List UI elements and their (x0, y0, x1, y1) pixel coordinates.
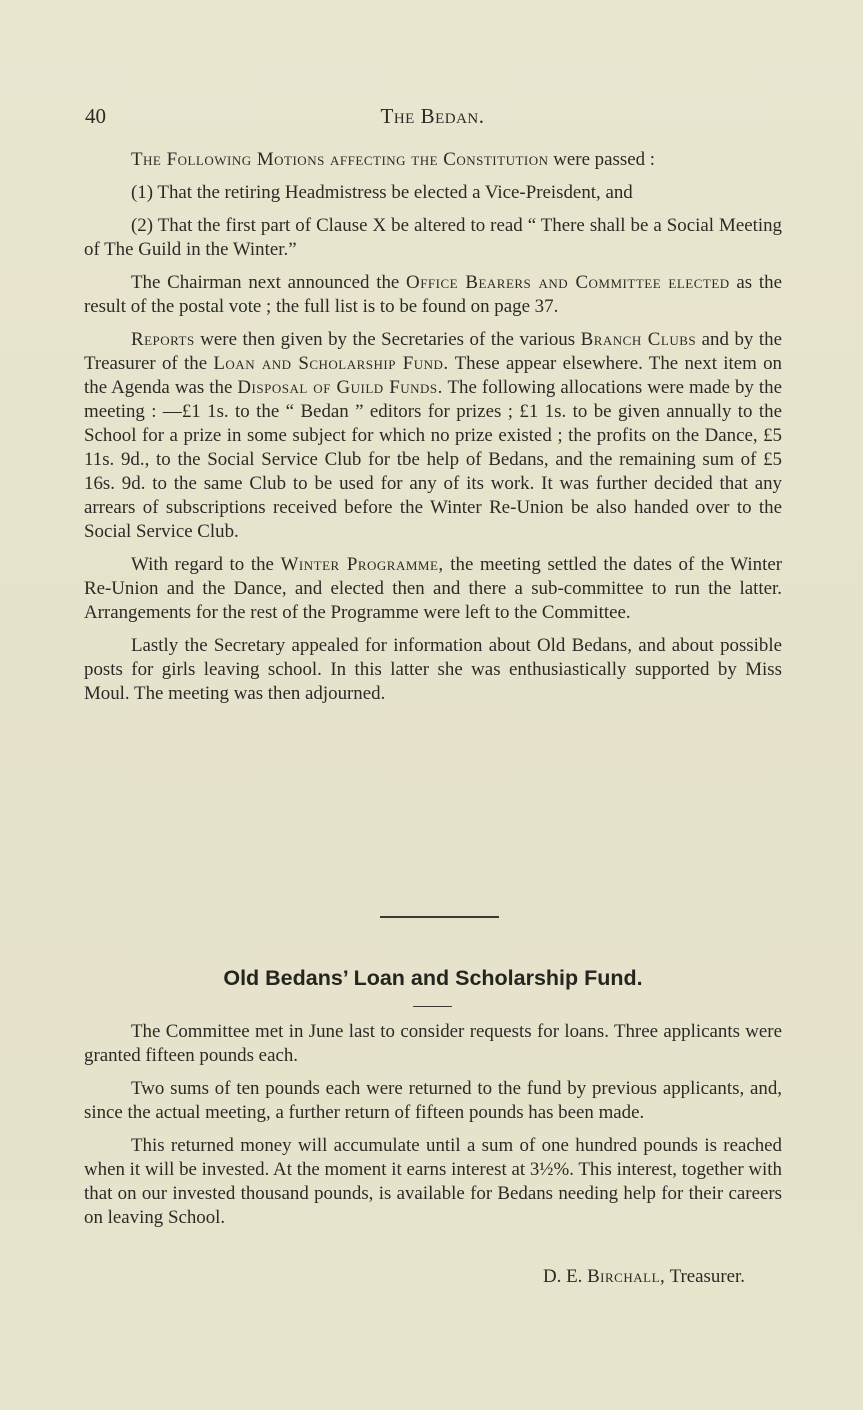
branch-clubs-term: Branch Clubs (580, 329, 697, 350)
winter-programme-paragraph (84, 553, 782, 625)
running-title: The Bedan. (380, 104, 485, 128)
text-run: The following allocations were made by the meeting : —£1 1s. to the “ Bedan ” editors for prizes ; £1 1s. to be given annually to the School for a prize in some subject for which no prize existed ; the profits on the Dance, £5 11s. 9d., to the Social Service Club for tbe help of Bedans, and the remaining sum of £5 16s. 9d. to the same Club to be used for any of its work. It was further decided that any arrears of subscriptions received before the Winter Re-Union be also handed over to the Social Service Club. (84, 377, 782, 542)
text-run: The Chairman next announced the (131, 272, 407, 293)
title-underline (413, 1006, 452, 1007)
meeting-minutes (84, 148, 782, 715)
fund-paragraph-3: This returned money will accumulate until a sum of one hundred pounds is reached when it will be invested. At the moment it earns interest at 3½%. This interest, together with that on our invested thousand pounds, is available for Bedans needing help for their careers on leaving School. (84, 1135, 782, 1228)
fund-report (84, 1020, 782, 1239)
reports-paragraph (84, 328, 782, 544)
page-number: 40 (85, 104, 106, 128)
motions-heading: The Following Motions affecting the Constitution (131, 149, 549, 170)
motion-2: (2) That the first part of Clause X be altered to read “ There shall be a Social Meeting of The Guild in the Winter.” (84, 215, 782, 260)
winter-programme-term: Winter Programme, (280, 554, 444, 575)
signature-role: Treasurer. (665, 1266, 745, 1287)
motion-1: (1) That the retiring Headmistress be elected a Vice-Preisdent, and (131, 182, 633, 203)
guild-funds-term: Disposal of Guild Funds. (237, 377, 443, 398)
text-run: the meeting settled the dates of the Winter Re-Union and the Dance, and elected then and there a sub-committee to run the latter. Arrangements for the rest of the Programme were left to the Committee. (84, 554, 782, 623)
page-header (85, 104, 780, 134)
text-run: were then given by the Secretaries of the various (194, 329, 581, 350)
section-divider (380, 916, 499, 918)
office-bearers-paragraph (84, 271, 782, 319)
closing-paragraph: Lastly the Secretary appealed for information about Old Bedans, and about possible posts for girls leaving school. In this latter she was enthusiastically supported by Miss Moul. The meeting was then adjourned. (84, 635, 782, 704)
text-run: These appear elsewhere. The next item on the Agenda was the (84, 353, 782, 398)
reports-term: Reports (131, 329, 195, 350)
office-bearers-term: Office Bearers and Committee elected (406, 272, 730, 293)
signature-initials: D. E. (543, 1266, 588, 1287)
text-run: With regard to the (131, 554, 281, 575)
motions-intro: were passed : (553, 149, 656, 170)
motions-paragraph (84, 148, 782, 172)
fund-paragraph-1: The Committee met in June last to consider requests for loans. Three applicants were granted fifteen pounds each. (84, 1021, 782, 1066)
fund-section-title: Old Bedans’ Loan and Scholarship Fund. (223, 966, 643, 990)
text-run: and by the Treasurer of the (84, 329, 782, 374)
treasurer-signature (543, 1266, 745, 1288)
text-run: as the result of the postal vote ; the full list is to be found on page 37. (84, 272, 782, 317)
signature-name: Birchall, (587, 1266, 666, 1287)
loan-fund-term: Loan and Scholarship Fund. (213, 353, 449, 374)
fund-paragraph-2: Two sums of ten pounds each were returned to the fund by previous applicants, and, since the actual meeting, a further return of fifteen pounds has been made. (84, 1078, 782, 1123)
